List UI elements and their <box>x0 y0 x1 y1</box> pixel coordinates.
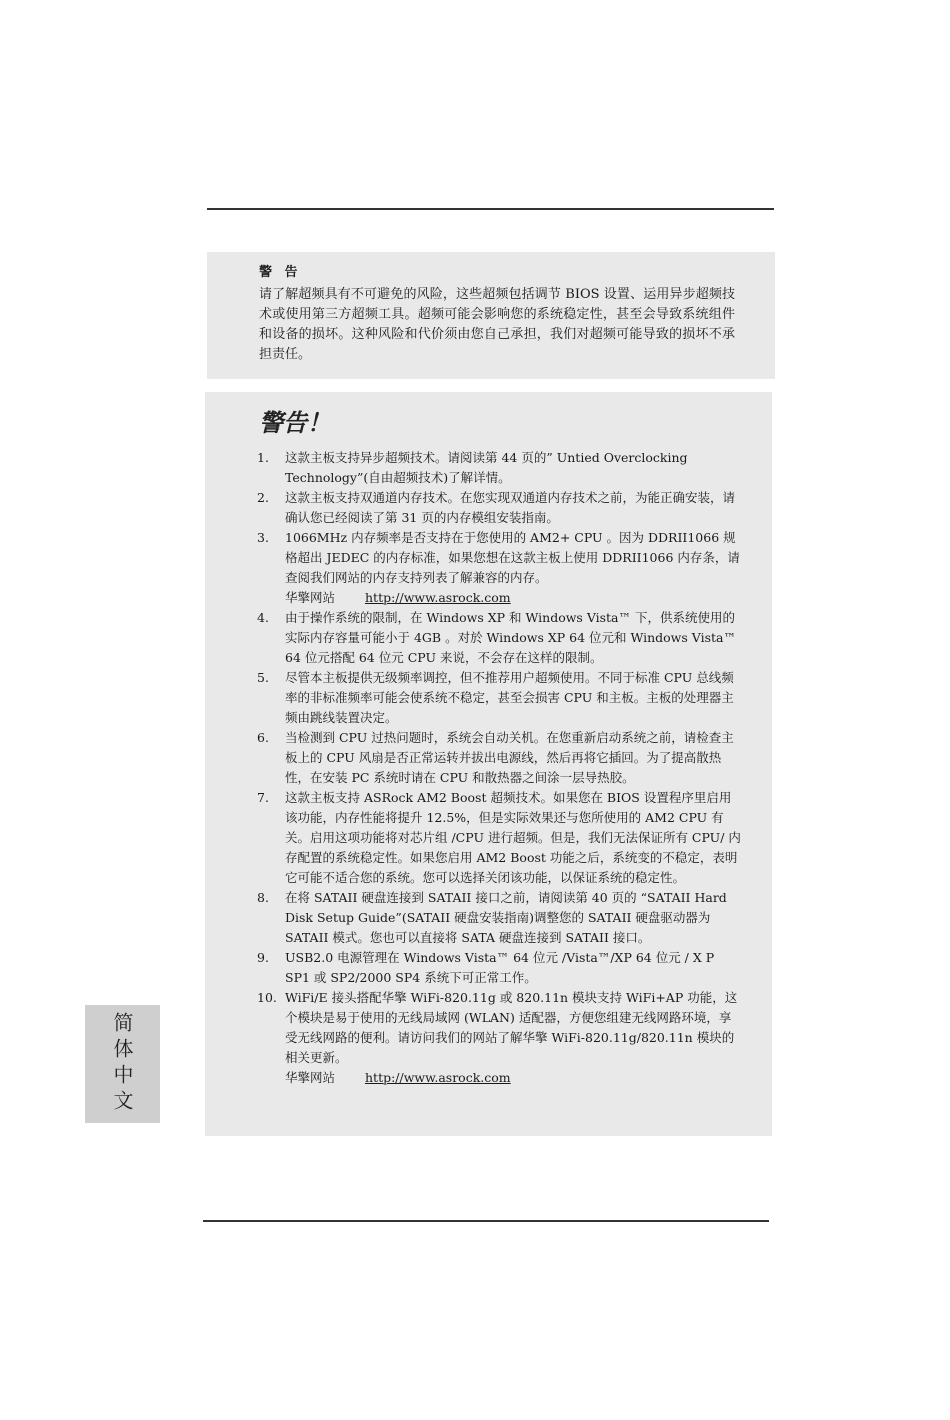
website-link[interactable]: http://www.asrock.com <box>365 1070 511 1085</box>
language-tab <box>85 1005 160 1123</box>
list-item: 3. 1066MHz 内存频率是否支持在于您使用的 AM2+ CPU 。因为 DDRII1066 规格超出 JEDEC 的内存标准，如果您想在这款主板上使用 DDRII1066 内存条，请查阅我们网站的内存支持列表了解兼容的内存。 华擎网站 http://www.asrock.com <box>257 528 742 608</box>
warnings-list <box>257 448 742 1088</box>
list-item: 5. 尽管本主板提供无级频率调控，但不推荐用户超频使用。不同于标准 CPU 总线频率的非标准频率可能会使系统不稳定，甚至会损害 CPU 和主板。主板的处理器主频由跳线装置决定。 <box>257 670 734 725</box>
warning-text: 请了解超频具有不可避免的风险，这些超频包括调节 BIOS 设置、运用异步超频技术或使用第三方超频工具。超频可能会影响您的系统稳定性，甚至会导致系统组件和设备的损坏。这种风险和代价须由您自己承担，我们对超频可能导致的损坏不承担责任。 <box>259 287 735 362</box>
list-item: 4. 由于操作系统的限制，在 Windows XP 和 Windows Vista™ 下，供系统使用的实际内存容量可能小于 4GB 。对於 Windows XP 64 位元和 Windows Vista™ 64 位元搭配 64 位元 CPU 来说，不会存在这样的限制。 <box>257 610 736 665</box>
top-divider <box>207 208 774 210</box>
website-line: 华擎网站 http://www.asrock.com <box>285 1070 511 1085</box>
bottom-divider <box>203 1220 769 1222</box>
list-item: 8. 在将 SATAII 硬盘连接到 SATAII 接口之前，请阅读第 40 页的 “SATAII Hard Disk Setup Guide”(SATAII 硬盘安装指南)调整您的 SATAII 硬盘驱动器为 SATAII 模式。您也可以直接将 SATA 硬盘连接到 SATAII 接口。 <box>257 890 727 945</box>
list-item: 7. 这款主板支持 ASRock AM2 Boost 超频技术。如果您在 BIOS 设置程序里启用该功能，内存性能将提升 12.5%，但是实际效果还与您所使用的 AM2 CPU 有关。启用这项功能将对芯片组 /CPU 进行超频。但是，我们无法保证所有 CPU/ 内存配置的系统稳定性。如果您启用 AM2 Boost 功能之后，系统变的不稳定，表明它可能不适合您的系统。您可以选择关闭该功能，以保证系统的稳定性。 <box>257 790 741 885</box>
warning-title: 警 告 <box>259 265 302 280</box>
list-item: 2. 这款主板支持双通道内存技术。在您实现双通道内存技术之前，为能正确安装，请确认您已经阅读了第 31 页的内存模组安装指南。 <box>257 490 736 525</box>
website-link[interactable]: http://www.asrock.com <box>365 590 511 605</box>
list-item: 9. USB2.0 电源管理在 Windows Vista™ 64 位元 /Vista™/XP 64 位元 / X P SP1 或 SP2/2000 SP4 系统下可正常工作。 <box>257 950 715 985</box>
list-item: 6. 当检测到 CPU 过热问题时，系统会自动关机。在您重新启动系统之前，请检查主板上的 CPU 风扇是否正常运转并拔出电源线，然后再将它插回。为了提高散热性，在安装 PC 系统时请在 CPU 和散热器之间涂一层导热胶。 <box>257 730 734 785</box>
list-item: 1. 这款主板支持异步超频技术。请阅读第 44 页的” Untied Overclocking Technology”(自由超频技术)了解详情。 <box>257 450 688 485</box>
warnings-list-box <box>205 392 772 1136</box>
warnings-title: 警告！ <box>259 408 331 437</box>
website-line: 华擎网站 http://www.asrock.com <box>285 590 511 605</box>
overclock-warning-box <box>207 252 775 379</box>
language-tab-label: 简体中文 <box>110 1012 134 1116</box>
list-item: 10. WiFi/E 接头搭配华擎 WiFi-820.11g 或 820.11n 模块支持 WiFi+AP 功能，这个模块是易于使用的无线局域网 (WLAN) 适配器，方便您组建无线网路环境，享受无线网路的便利。请访问我们的网站了解华擎 WiFi-820.11g/820.11n 模块的相关更新。 华擎网站 http://www.asrock.com <box>257 988 742 1088</box>
